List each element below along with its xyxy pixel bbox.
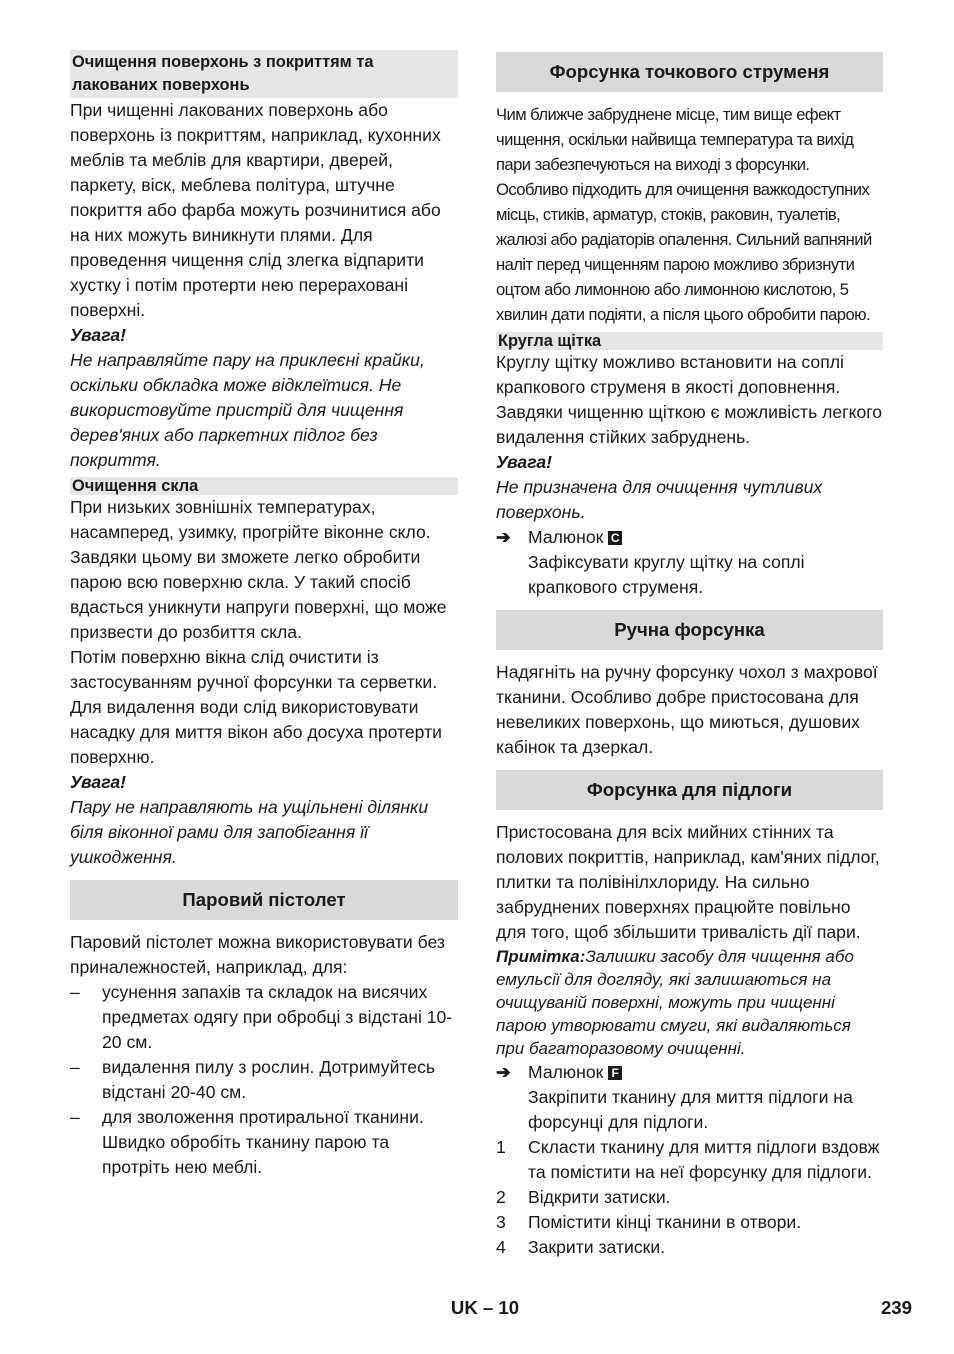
step-number: 3 [496,1212,506,1232]
note-text: Залишки засобу для чищення або емульсії для догляду, які залишаються на очищуваній поверхні, можуть при чищенні парою утворювати смуги, які видаляються при багаторазовому очищенні. [496,947,854,1058]
left-column [70,50,458,1180]
figure-letter-badge: F [608,1066,622,1080]
list-item-text: видалення пилу з рослин. Дотримуйтесь відстані 20-40 см. [102,1057,436,1102]
section-heading-point-jet-nozzle: Форсунка точкового струменя [496,52,883,92]
list-item-text: Закрити затиски. [528,1237,666,1257]
step-text: Закріпити тканину для миття підлоги на форсунці для підлоги. [528,1087,853,1132]
glass-text-2: Потім поверхню вікна слід очистити із застосуванням ручної форсунки та серветки. Для видалення води слід використовувати насадку для миття вікон або досуха протерти поверхню. [70,647,442,767]
list-item [70,1105,458,1180]
arrow-right-icon: ➔ [496,527,511,547]
list-item-text: для зволоження протиральної тканини. Швидко обробіть тканину парою та протріть нею меблі. [102,1107,424,1177]
hand-nozzle-text: Надягніть на ручну форсунку чохол з махрової тканини. Особливо добре пристосована для невеликих поверхонь, що миються, душових кабінок та дзеркал. [496,662,878,757]
figure-label: Малюнок [528,1062,604,1082]
steam-gun-intro: Паровий пістолет можна використовувати без приналежностей, наприклад, для: [70,932,445,977]
page-number: 239 [880,1297,912,1318]
list-item [70,1055,458,1105]
point-jet-text: Чим ближче забруднене місце, тим вище ефект чищення, оскільки найвища температура та вихід пари забезпечуються на виході з форсунки. Особливо підходить для очищення важкодоступних місць, стиків, арматур, стоків, раковин, туалетів, жалюзі або радіаторів опалення. Сильний вапняний наліт перед чищенням парою можливо збризнути оцтом або лимонною або лимонною кислотою, 5 хвилин дати подіяти, а після цього обробити парою. [496,105,872,324]
section-heading-steam-gun: Паровий пістолет [70,880,458,920]
caution-label: Увага! [70,325,127,345]
list-item [496,1135,883,1185]
section-heading-coated-surfaces: Очищення поверхонь з покриттям та лакованих поверхонь [70,50,458,98]
floor-steps-list [496,1135,883,1260]
round-brush-text: Круглу щітку можливо встановити на соплі крапкового струменя в якості доповнення. Завдяки чищенню щіткою є можливість легкого видалення стійких забруднень. [496,352,883,447]
section-heading-round-brush: Кругла щітка [496,332,883,350]
note-label: Примітка: [496,947,586,966]
glass-text-1: При низьких зовнішніх температурах, насамперед, узимку, прогрійте віконне скло. Завдяки цьому ви зможете легко обробити парою всю поверхню скла. У такий спосіб вдасться уникнути напруги поверхні, що може призвести до розбиття скла. [70,497,447,642]
step-number: 1 [496,1137,506,1157]
section-heading-glass: Очищення скла [70,477,458,495]
caution-label: Увага! [70,772,127,792]
dash-marker: – [70,982,80,1002]
list-item-text: Відкрити затиски. [528,1187,671,1207]
figure-label: Малюнок [528,527,604,547]
caution-text: Пару не направляють на ущільнені ділянки біля віконної рами для запобігання її ушкодження. [70,797,429,867]
steam-gun-list [70,980,458,1180]
list-item [496,1185,883,1210]
caution-text: Не направляйте пару на приклеєні крайки, оскільки обкладка може відклеїтися. Не використовуйте пристрій для чищення дерев'яних або паркетних підлог без покриття. [70,350,425,470]
dash-marker: – [70,1107,80,1127]
caution-label: Увага! [496,452,553,472]
list-item [70,980,458,1055]
arrow-right-icon: ➔ [496,1062,511,1082]
section-heading-floor-nozzle: Форсунка для підлоги [496,770,883,810]
section-heading-hand-nozzle: Ручна форсунка [496,610,883,650]
caution-text: Не призначена для очищення чутливих поверхонь. [496,477,823,522]
dash-marker: – [70,1057,80,1077]
figure-reference-c [496,525,883,600]
footer-section-label: UK – 10 [450,1297,520,1318]
figure-letter-badge: C [608,531,622,545]
list-item [496,1235,883,1260]
step-text: Зафіксувати круглу щітку на соплі крапкового струменя. [528,552,805,597]
list-item-text: усунення запахів та складок на висячих предметах одягу при обробці з відстані 10-20 см. [102,982,453,1052]
right-column [496,50,883,1260]
floor-nozzle-text: Пристосована для всіх мийних стінних та полових покриттів, наприклад, кам'яних підлог, плитки та полівінілхлориду. На сильно забруднених поверхнях працюйте повільно для того, щоб збільшити тривалість дії пари. [496,822,880,942]
list-item-text: Помістити кінці тканини в отвори. [528,1212,802,1232]
figure-reference-f [496,1060,883,1135]
list-item-text: Скласти тканину для миття підлоги вздовж та помістити на неї форсунку для підлоги. [528,1137,880,1182]
coated-surfaces-text: При чищенні лакованих поверхонь або поверхонь із покриттям, наприклад, кухонних меблів та меблів для квартири, дверей, паркету, віск, меблева політура, штучне покриття або фарба можуть розчинитися або на них можуть виникнути плями. Для проведення чищення слід злегка відпарити хустку і потім протерти нею перераховані поверхні. [70,100,441,320]
list-item [496,1210,883,1235]
note-paragraph [496,945,883,1060]
step-number: 4 [496,1237,506,1257]
step-number: 2 [496,1187,506,1207]
